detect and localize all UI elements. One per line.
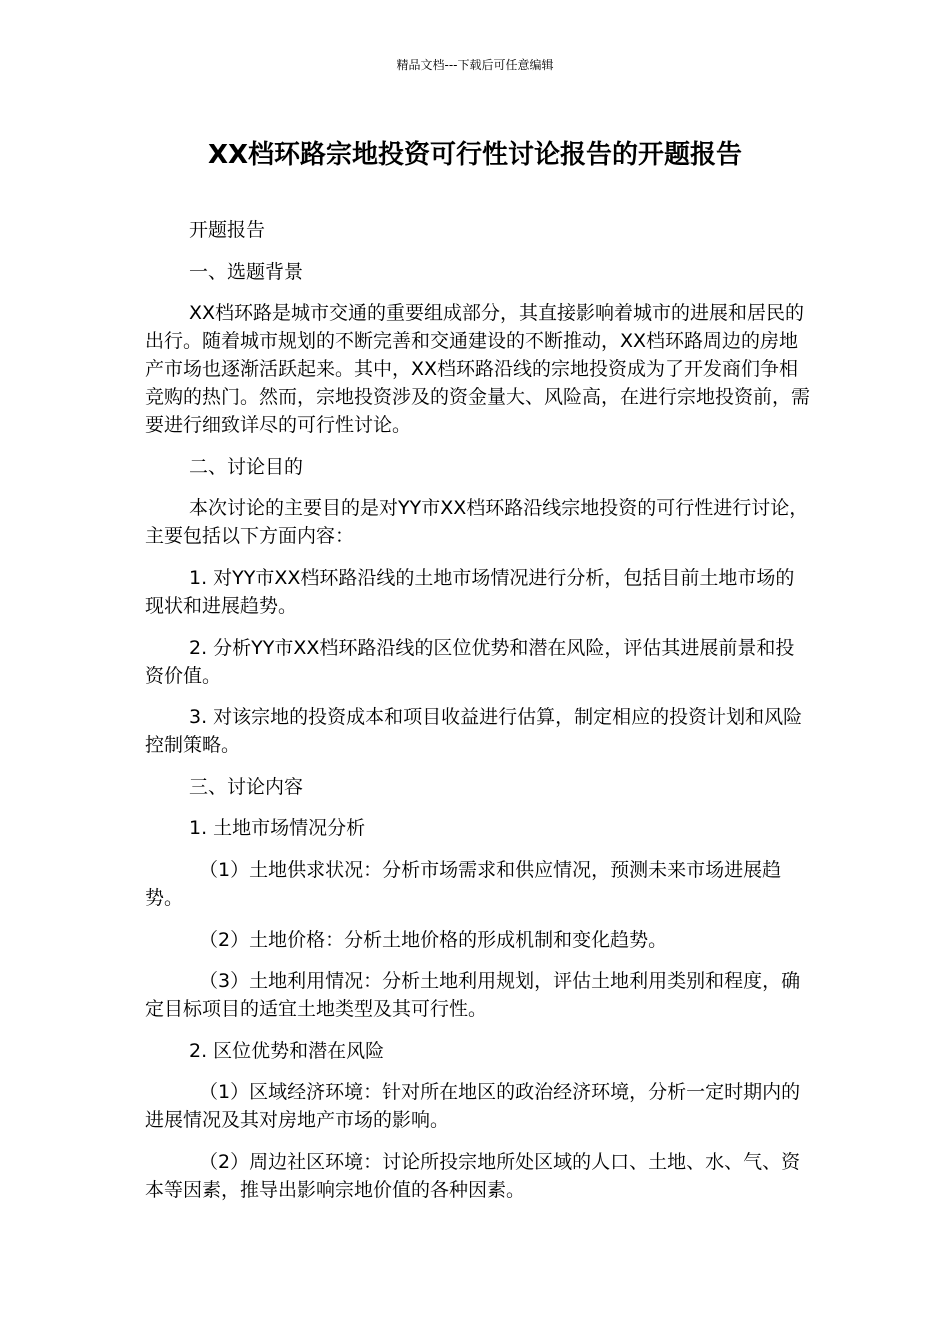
paragraph-purpose: 本次讨论的主要目的是对YY市XX档环路沿线宗地投资的可行性进行讨论，主要包括以下方面内容： [145, 497, 809, 548]
list-item-purpose-1: 1. 对YY市XX档环路沿线的土地市场情况进行分析，包括目前土地市场的现状和进展趋势。 [145, 566, 795, 617]
section-heading-background: 一、选题背景 [189, 260, 304, 283]
paragraph-report-label: 开题报告 [189, 219, 266, 241]
list-item-land-price: （2）土地价格：分析土地价格的形成机制和变化趋势。 [199, 928, 668, 951]
section-heading-purpose: 二、讨论目的 [189, 455, 304, 478]
list-item-purpose-2: 2. 分析YY市XX档环路沿线的区位优势和潜在风险，评估其进展前景和投资价值。 [145, 636, 795, 687]
list-item-surrounding-community: （2）周边社区环境：讨论所投宗地所处区域的人口、土地、水、气、资本等因素，推导出影响宗地价值的各种因素。 [145, 1150, 801, 1201]
section-heading-content: 三、讨论内容 [189, 775, 304, 798]
list-item-land-use: （3）土地利用情况：分析土地利用规划，评估土地利用类别和程度，确定目标项目的适宜土地类型及其可行性。 [145, 970, 801, 1021]
paragraph-background: XX档环路是城市交通的重要组成部分，其直接影响着城市的进展和居民的出行。随着城市规划的不断完善和交通建设的不断推动，XX档环路周边的房地产市场也逐渐活跃起来。其中，XX档环路沿线的宗地投资成为了开发商们争相竞购的热门。然而，宗地投资涉及的资金量大、风险高，在进行宗地投资前，需要进行细致详尽的可行性讨论。 [145, 302, 811, 437]
subheading-land-market: 1. 土地市场情况分析 [189, 817, 366, 840]
header-note: 精品文档---下载后可任意编辑 [396, 58, 554, 72]
subheading-location: 2. 区位优势和潜在风险 [189, 1039, 385, 1062]
document-body [145, 216, 810, 1218]
list-item-land-supply: （1）土地供求状况：分析市场需求和供应情况，预测未来市场进展趋势。 [145, 858, 782, 909]
document-title: XX档环路宗地投资可行性讨论报告的开题报告 [207, 140, 743, 170]
list-item-purpose-3: 3. 对该宗地的投资成本和项目收益进行估算，制定相应的投资计划和风险控制策略。 [145, 706, 803, 757]
list-item-regional-economy: （1）区域经济环境：针对所在地区的政治经济环境，分析一定时期内的进展情况及其对房地产市场的影响。 [145, 1081, 801, 1132]
